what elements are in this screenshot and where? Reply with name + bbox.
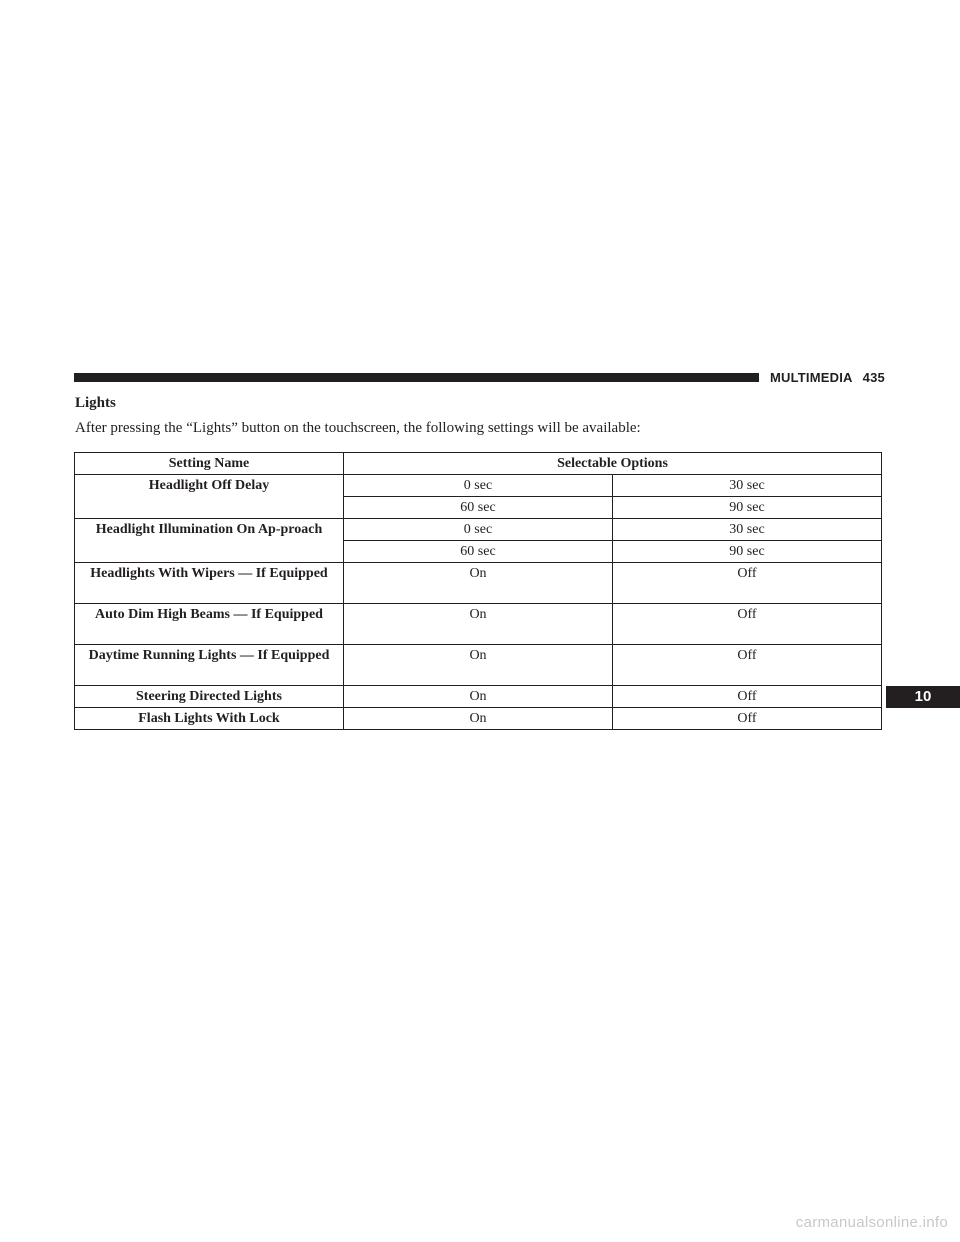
section-heading: Lights [75,395,116,411]
table-row [75,519,882,541]
setting-name: Flash Lights With Lock [75,708,344,730]
option-value: 90 sec [613,497,882,519]
setting-name: Auto Dim High Beams — If Equipped [75,604,344,645]
table-row [75,686,882,708]
table-row [75,475,882,497]
setting-name: Steering Directed Lights [75,686,344,708]
option-value: 60 sec [344,541,613,563]
page-number: 435 [862,370,885,385]
section-title: MULTIMEDIA [770,370,853,385]
chapter-tab: 10 [886,686,960,708]
option-value: 60 sec [344,497,613,519]
header-selectable-options: Selectable Options [344,453,882,475]
table-row [75,645,882,686]
option-value: 90 sec [613,541,882,563]
option-value: Off [613,563,882,604]
setting-name: Daytime Running Lights — If Equipped [75,645,344,686]
option-value: Off [613,708,882,730]
option-value: Off [613,604,882,645]
option-value: 30 sec [613,519,882,541]
option-value: On [344,708,613,730]
intro-paragraph: After pressing the “Lights” button on the touchscreen, the following settings will be available: [75,420,641,436]
table-header-row [75,453,882,475]
option-value: 30 sec [613,475,882,497]
option-value: On [344,686,613,708]
setting-name: Headlight Off Delay [75,475,344,519]
watermark: carmanualsonline.info [795,1214,948,1231]
option-value: On [344,563,613,604]
setting-name: Headlights With Wipers — If Equipped [75,563,344,604]
table-row [75,708,882,730]
option-value: Off [613,645,882,686]
option-value: On [344,604,613,645]
option-value: 0 sec [344,519,613,541]
header-rule [74,373,759,382]
table-row [75,563,882,604]
option-value: 0 sec [344,475,613,497]
option-value: On [344,645,613,686]
option-value: Off [613,686,882,708]
header-setting-name: Setting Name [75,453,344,475]
running-header [770,370,885,386]
settings-table [74,452,882,730]
setting-name: Headlight Illumination On Ap-proach [75,519,344,563]
table-row [75,604,882,645]
